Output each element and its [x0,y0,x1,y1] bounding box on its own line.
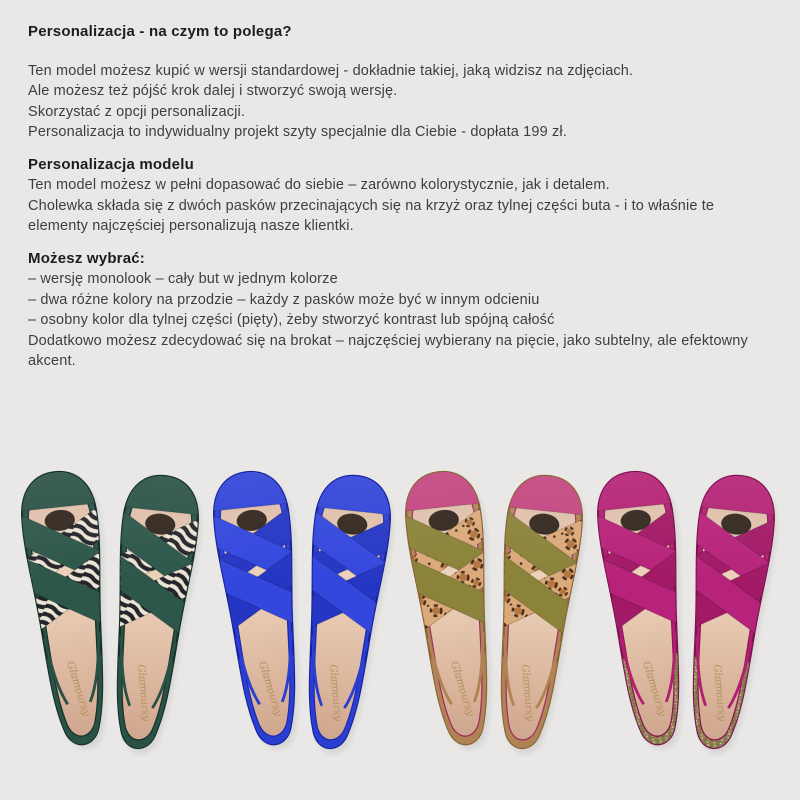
shoe-photo-cobalt-blue[interactable] [212,446,392,768]
product-photos-row [20,446,788,776]
paragraph: Ten model możesz kupić w wersji standardowej - dokładnie takiej, jaką widzisz na zdjęciach. [28,62,634,79]
paragraph: Ten model możesz w pełni dopasować do siebie – zarówno kolorystycznie, jak i detalem. [28,177,610,193]
section-heading: Możesz wybrać: [28,249,145,267]
option-line: – osobny kolor dla tylnej części (pięty), żeby stworzyć kontrast lub spójną całość [28,312,555,328]
option-line: – wersję monolook – cały but w jednym kolorze [28,271,338,287]
shoe-photo-teal-zebra[interactable] [20,446,200,768]
section-model-personalization [28,155,776,237]
paragraph: Ale możesz też pójść krok dalej i stworzyć swoją wersję. [28,83,398,99]
product-description [28,22,776,384]
shoe-pair-image [20,446,200,768]
option-line: – dwa różne kolory na przodzie – każdy z pasków może być w innym odcieniu [28,291,540,308]
shoe-pair-image [404,446,584,768]
paragraph: Dodatkowo możesz zdecydować się na brokat – najczęściej wybierany na pięcie, jako subtelny, ale efektowny akcent. [28,332,748,369]
section-personalization-intro [28,22,776,143]
section-heading: Personalizacja - na czym to polega? [28,23,292,40]
shoe-photo-magenta-glitter[interactable] [596,446,776,768]
paragraph: Personalizacja to indywidualny projekt szyty specjalnie dla Ciebie - dopłata 199 zł. [28,124,567,140]
paragraph: Skorzystać z opcji personalizacji. [28,103,246,120]
section-options [28,249,776,372]
section-heading: Personalizacja modelu [28,155,194,173]
shoe-photo-olive-leopard[interactable] [404,446,584,768]
shoe-pair-image [212,446,392,768]
shoe-pair-image [596,446,776,768]
paragraph: Cholewka składa się z dwóch pasków przecinających się na krzyż oraz tylnej części buta - i to właśnie te elementy najczęściej personalizują nasze klientki. [28,197,715,234]
